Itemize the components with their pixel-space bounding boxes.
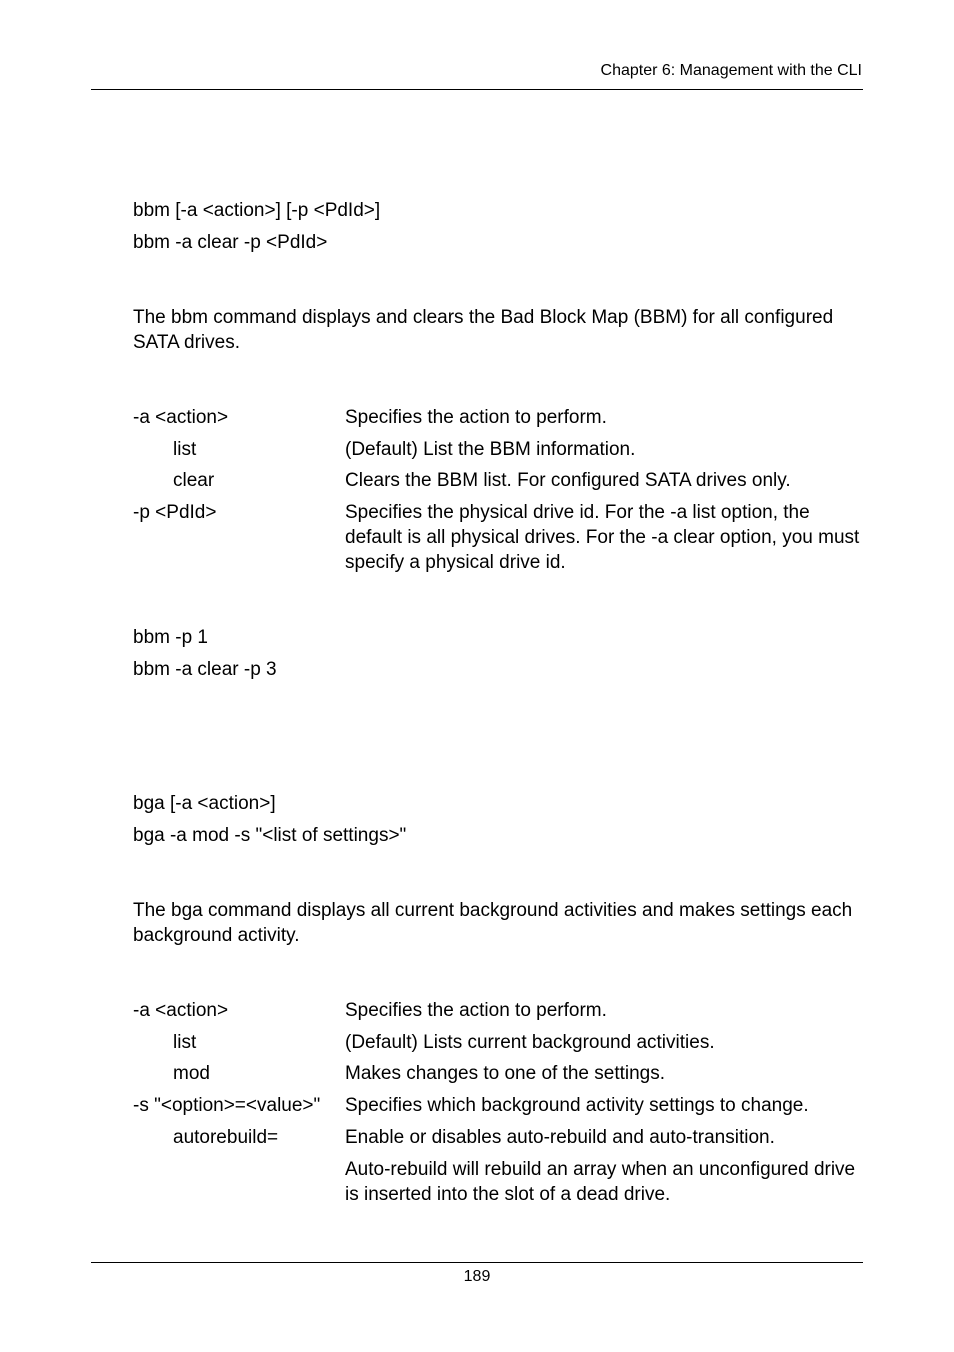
bbm-usage-1: bbm [-a <action>] [-p <PdId>] — [133, 200, 381, 221]
bbm-example-1: bbm -p 1 — [133, 627, 208, 648]
bga-usage-1: bga [-a <action>] — [133, 793, 276, 814]
bga-option-desc: Auto-rebuild will rebuild an array when an unconfigured drive is inserted into the slot of a dead drive. — [345, 1159, 856, 1205]
running-header: Chapter 6: Management with the CLI — [600, 62, 862, 79]
bga-option-name: autorebuild= — [173, 1127, 279, 1148]
bga-option-name: mod — [173, 1063, 210, 1084]
bga-summary: The bga command displays all current background activities and makes settings each background activity. — [133, 900, 853, 946]
bga-option-desc: Makes changes to one of the settings. — [345, 1063, 666, 1084]
bbm-option-name: list — [173, 439, 197, 460]
bga-option-name: -a <action> — [133, 1000, 229, 1021]
bbm-usage-2: bbm -a clear -p <PdId> — [133, 232, 328, 253]
bbm-option-desc: (Default) List the BBM information. — [345, 439, 636, 460]
bga-option-name: list — [173, 1032, 197, 1053]
bbm-option-desc: Specifies the action to perform. — [345, 407, 607, 428]
bbm-example-2: bbm -a clear -p 3 — [133, 659, 277, 680]
bga-usage-2: bga -a mod -s "<list of settings>" — [133, 825, 407, 846]
bga-option-name: -s "<option>=<value>" — [133, 1095, 321, 1116]
bbm-option-name: clear — [173, 470, 215, 491]
bga-option-desc: (Default) Lists current background activities. — [345, 1032, 715, 1053]
bga-option-desc: Enable or disables auto-rebuild and auto-transition. — [345, 1127, 775, 1148]
header-rule — [91, 89, 863, 90]
bbm-option-name: -p <PdId> — [133, 502, 217, 523]
bga-option-desc: Specifies which background activity settings to change. — [345, 1095, 809, 1116]
bga-option-desc: Specifies the action to perform. — [345, 1000, 607, 1021]
footer-rule — [91, 1262, 863, 1263]
bbm-option-name: -a <action> — [133, 407, 229, 428]
bbm-option-desc: Clears the BBM list. For configured SATA drives only. — [345, 470, 791, 491]
bbm-option-desc: Specifies the physical drive id. For the -a list option, the default is all physical drives. For the -a clear option, you must specify a physical drive id. — [345, 502, 860, 573]
bbm-summary: The bbm command displays and clears the Bad Block Map (BBM) for all configured SATA drives. — [133, 307, 834, 353]
page-number: 189 — [463, 1268, 491, 1285]
